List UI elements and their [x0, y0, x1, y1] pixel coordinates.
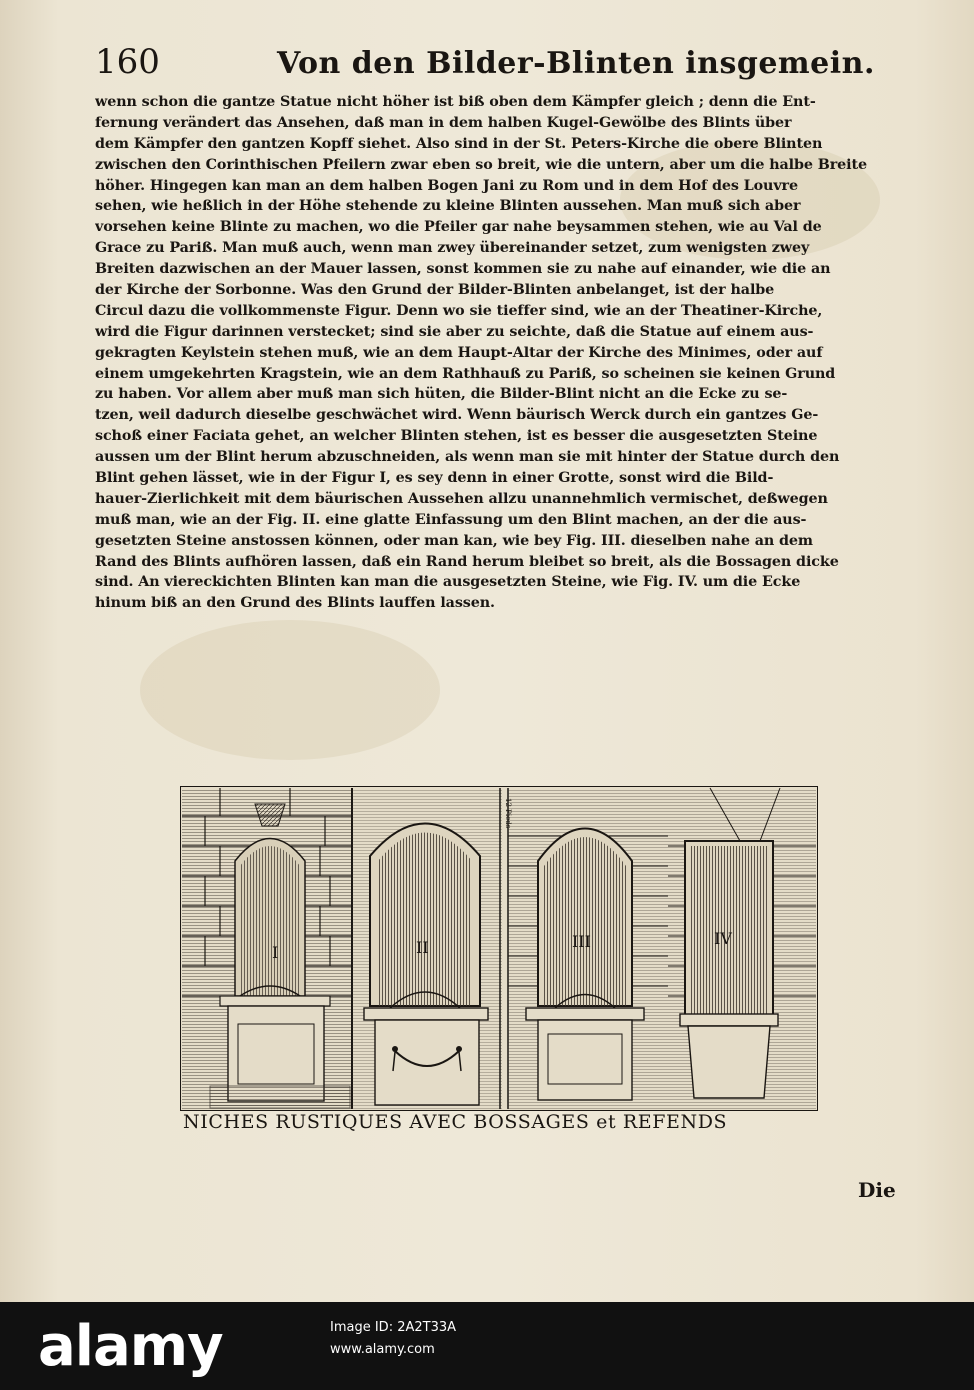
watermark-banner	[0, 1302, 974, 1390]
engraving-figure	[180, 786, 818, 1144]
page-header	[95, 40, 915, 88]
running-title: Von den Bilder-Blinten insgemein.	[277, 46, 875, 81]
text-line: fernung verändert das Ansehen, daß man in dem halben Kugel-Gewölbe des Blints über	[95, 114, 792, 131]
body-text	[95, 92, 910, 614]
niche-label-iii: III	[572, 932, 591, 951]
text-line: Circul dazu die vollkommenste Figur. Denn wo sie tieffer sind, wie an der Theatiner-Kirche,	[95, 302, 823, 319]
text-line: Grace zu Pariß. Man muß auch, wenn man zwey übereinander setzet, zum wenigsten zwey	[95, 240, 810, 257]
text-line: zu haben. Vor allem aber muß man sich hüten, die Bilder-Blint nicht an die Ecke zu se-	[95, 386, 788, 403]
text-line: Breiten dazwischen an der Mauer lassen, sonst kommen sie zu nahe auf einander, wie die an	[95, 261, 831, 278]
text-line: gekragten Keylstein stehen muß, wie an dem Haupt-Altar der Kirche des Minimes, oder auf	[95, 344, 823, 361]
niches-engraving	[180, 786, 818, 1111]
text-line: wird die Figur darinnen verstecket; sind sie aber zu seichte, daß die Statue auf einem aus-	[95, 323, 814, 340]
niche-label-i: I	[272, 943, 279, 962]
text-line: vorsehen keine Blinte zu machen, wo die Pfeiler gar nahe beysammen stehen, wie au Val de	[95, 219, 822, 236]
text-line: höher. Hingegen kan man an dem halben Bogen Jani zu Rom und in dem Hof des Louvre	[95, 177, 798, 194]
niche-i-section	[182, 788, 352, 1109]
text-line: sind. An viereckichten Blinten kan man die ausgesetzten Steine, wie Fig. IV. um die Ecke	[95, 574, 801, 591]
text-line: tzen, weil dadurch dieselbe geschwächet wird. Wenn bäurisch Werck durch ein gantzes Ge-	[95, 407, 819, 424]
paper-stain	[140, 620, 440, 760]
text-line: dem Kämpfer den gantzen Kopff siehet. Also sind in der St. Peters-Kirche die obere Blinten	[95, 135, 823, 152]
text-line: zwischen den Corinthischen Pfeilern zwar eben so breit, wie die untern, aber um die halbe Breite	[95, 156, 868, 173]
watermark-image-id: Image ID: 2A2T33A	[330, 1320, 457, 1335]
text-line: aussen um der Blint herum abzuschneiden, als wenn man sie mit hinter der Statue durch den	[95, 449, 840, 466]
text-line: Rand des Blints aufhören lassen, daß ein Rand herum bleibet so breit, als die Bossagen dicke	[95, 553, 839, 570]
text-line: sehen, wie heßlich in der Höhe stehende zu kleine Blinten aussehen. Man muß sich aber	[95, 198, 801, 215]
scale-label: 12 Pieds	[504, 798, 512, 829]
niche-iv-section	[668, 788, 816, 1109]
watermark-url: www.alamy.com	[330, 1342, 435, 1357]
text-line: gesetzten Steine anstossen können, oder man kan, wie bey Fig. III. dieselben nahe an dem	[95, 532, 813, 549]
text-line: Blint gehen lässet, wie in der Figur I, es sey denn in einer Grotte, sonst wird die Bild-	[95, 470, 774, 487]
figure-caption: NICHES RUSTIQUES AVEC BOSSAGES et REFENDS	[183, 1111, 728, 1133]
text-line: wenn schon die gantze Statue nicht höher ist biß oben dem Kämpfer gleich ; denn die Ent-	[95, 94, 816, 110]
niche-ii-section	[352, 788, 508, 1109]
text-line: der Kirche der Sorbonne. Was den Grund der Bilder-Blinten anbelanget, ist der halbe	[95, 282, 775, 299]
niche-label-ii: II	[416, 938, 429, 957]
page-number: 160	[95, 42, 160, 82]
watermark-logo: alamy	[38, 1314, 223, 1379]
niche-label-iv: IV	[714, 929, 732, 948]
text-line: einem umgekehrten Kragstein, wie an dem Rathhauß zu Pariß, so scheinen sie keinen Grund	[95, 365, 836, 382]
text-line: schoß einer Faciata gehet, an welcher Blinten stehen, ist es besser die ausgesetzten Steine	[95, 428, 818, 445]
text-line: hauer-Zierlichkeit mit dem bäurischen Aussehen allzu unannehmlich vermischet, deßwegen	[95, 490, 828, 507]
catchword: Die	[858, 1178, 896, 1202]
text-line: muß man, wie an der Fig. II. eine glatte Einfassung um den Blint machen, an der die aus-	[95, 511, 807, 528]
text-line: hinum biß an den Grund des Blints lauffen lassen.	[95, 595, 495, 612]
